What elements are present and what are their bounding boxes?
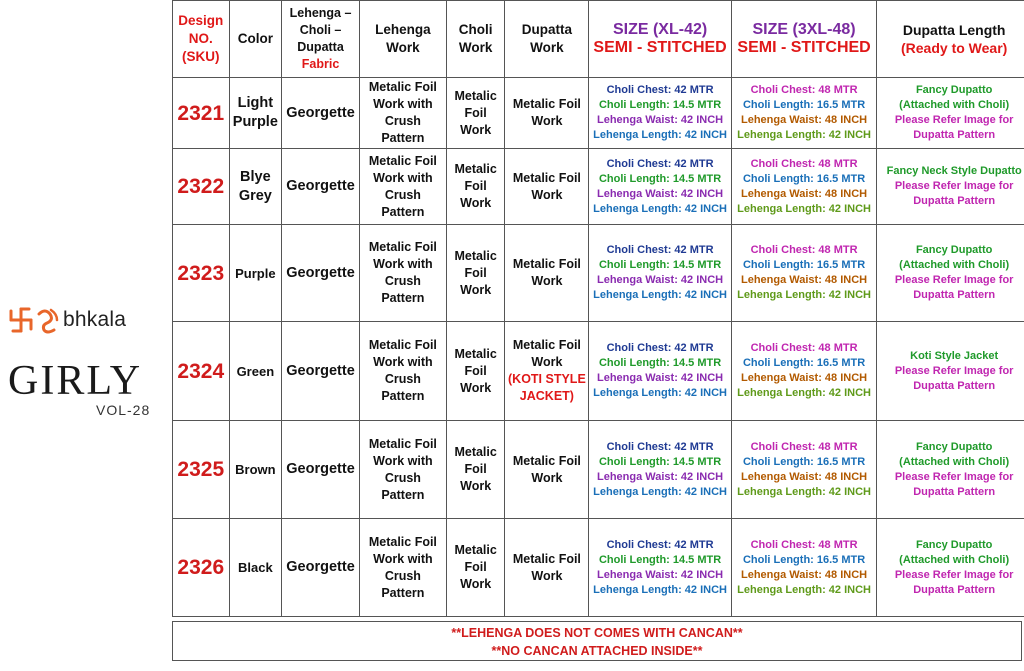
table-row xyxy=(173,78,1024,149)
size-3xl-line: Lehenga Waist: 48 INCH xyxy=(741,372,868,384)
choli-work-cell: Metalic Foil Work xyxy=(446,78,505,149)
size-xl-line: Choli Chest: 42 MTR xyxy=(606,244,714,256)
size-xl-line: Lehenga Length: 42 INCH xyxy=(593,129,727,141)
choli-work-cell: Metalic Foil Work xyxy=(446,149,505,225)
lehenga-work-cell: Metalic Foil Work with Crush Pattern xyxy=(359,322,446,421)
size-xl-line: Choli Length: 14.5 MTR xyxy=(598,172,722,185)
dupatta-length-cell xyxy=(877,149,1024,225)
size-xl-line: Lehenga Length: 42 INCH xyxy=(593,583,727,596)
dupatta-work-cell xyxy=(505,78,589,149)
lehenga-work-cell: Metalic Foil Work with Crush Pattern xyxy=(359,421,446,519)
table-row xyxy=(173,519,1024,617)
header-lehenga-work: Lehenga Work xyxy=(359,1,446,78)
fabric-cell: Georgette xyxy=(282,322,360,421)
dupatta-style: Fancy Dupatto xyxy=(915,440,993,453)
dupatta-style: Koti Style Jacket xyxy=(910,349,999,362)
size-xl-line: Choli Length: 14.5 MTR xyxy=(598,553,722,566)
size-3xl-line: Lehenga Length: 42 INCH xyxy=(737,387,871,399)
size-3xl-line: Lehenga Waist: 48 INCH xyxy=(741,187,868,200)
dupatta-attach-note: (Attached with Choli) xyxy=(899,259,1010,271)
dupatta-length-cell xyxy=(877,421,1024,519)
catalog-volume: VOL-28 xyxy=(96,402,151,418)
dupatta-style: Fancy Dupatto xyxy=(915,84,993,96)
size-3xl-line: Choli Chest: 48 MTR xyxy=(750,538,858,551)
dupatta-work-text: Metalic Foil Work xyxy=(512,97,581,128)
swastik-icon xyxy=(8,305,34,335)
size-xl-line: Lehenga Waist: 42 INCH xyxy=(597,187,724,200)
sku-cell: 2322 xyxy=(173,149,230,225)
size-xl-line: Lehenga Length: 42 INCH xyxy=(593,289,727,301)
catalog-title: GIRLY xyxy=(8,358,143,404)
dupatta-attach-note: (Attached with Choli) xyxy=(899,553,1010,566)
size-xl-line: Lehenga Waist: 42 INCH xyxy=(597,114,724,126)
size-3xl-line: Lehenga Length: 42 INCH xyxy=(737,583,871,596)
size-xl-line: Lehenga Waist: 42 INCH xyxy=(597,372,724,384)
header-size-xl: SIZE (XL-42) SEMI - STITCHED xyxy=(589,1,731,78)
size-3xl-cell xyxy=(731,322,877,421)
size-3xl-line: Lehenga Waist: 48 INCH xyxy=(741,274,868,286)
shubh-glyph-icon xyxy=(35,305,61,335)
header-size-3xl: SIZE (3XL-48) SEMI - STITCHED xyxy=(731,1,877,78)
dupatta-pattern-note: Please Refer Image for Dupatta Pattern xyxy=(894,180,1014,207)
size-xl-line: Lehenga Length: 42 INCH xyxy=(593,387,727,399)
dupatta-attach-note: (Attached with Choli) xyxy=(899,99,1010,111)
dupatta-work-cell xyxy=(505,421,589,519)
header-dupatta-length: Dupatta Length (Ready to Wear) xyxy=(877,1,1024,78)
size-3xl-line: Lehenga Length: 42 INCH xyxy=(737,485,871,498)
brand-panel xyxy=(0,0,170,671)
size-3xl-cell xyxy=(731,149,877,225)
color-cell: Purple xyxy=(229,225,282,322)
dupatta-attach-note: (Attached with Choli) xyxy=(899,455,1010,468)
color-cell: Black xyxy=(229,519,282,617)
dupatta-length-cell xyxy=(877,225,1024,322)
table-header-row xyxy=(173,1,1024,78)
size-3xl-line: Choli Chest: 48 MTR xyxy=(750,244,858,256)
sku-cell: 2321 xyxy=(173,78,230,149)
fabric-cell: Georgette xyxy=(282,78,360,149)
size-3xl-line: Lehenga Waist: 48 INCH xyxy=(741,568,868,581)
size-3xl-cell xyxy=(731,225,877,322)
size-xl-line: Choli Chest: 42 MTR xyxy=(606,157,714,170)
size-3xl-line: Choli Length: 16.5 MTR xyxy=(742,99,866,111)
dupatta-pattern-note: Please Refer Image for Dupatta Pattern xyxy=(894,274,1014,301)
color-cell: Brown xyxy=(229,421,282,519)
product-table xyxy=(172,0,1024,617)
sku-cell: 2325 xyxy=(173,421,230,519)
dupatta-pattern-note: Please Refer Image for Dupatta Pattern xyxy=(894,470,1014,498)
size-3xl-line: Lehenga Waist: 48 INCH xyxy=(741,470,868,483)
size-xl-line: Lehenga Waist: 42 INCH xyxy=(597,274,724,286)
size-3xl-line: Lehenga Length: 42 INCH xyxy=(737,202,871,215)
color-cell: Blye Grey xyxy=(229,149,282,225)
table-row xyxy=(173,225,1024,322)
size-xl-line: Choli Length: 14.5 MTR xyxy=(598,259,722,271)
cancan-note xyxy=(172,621,1022,661)
dupatta-style: Fancy Dupatto xyxy=(915,244,993,256)
dupatta-work-cell xyxy=(505,149,589,225)
size-3xl-line: Lehenga Waist: 48 INCH xyxy=(741,114,868,126)
size-3xl-line: Choli Length: 16.5 MTR xyxy=(742,259,866,271)
size-xl-cell xyxy=(589,149,731,225)
sku-cell: 2323 xyxy=(173,225,230,322)
size-xl-cell xyxy=(589,225,731,322)
table-row xyxy=(173,322,1024,421)
fabric-cell: Georgette xyxy=(282,149,360,225)
color-cell: Light Purple xyxy=(229,78,282,149)
dupatta-work-cell xyxy=(505,519,589,617)
dupatta-work-cell xyxy=(505,322,589,421)
brand-logo-text: bhkala xyxy=(63,308,127,331)
size-xl-line: Choli Length: 14.5 MTR xyxy=(598,357,722,369)
footer-line-1: **LEHENGA DOES NOT COMES WITH CANCAN** xyxy=(451,626,743,640)
header-choli-work: Choli Work xyxy=(446,1,505,78)
size-3xl-line: Choli Length: 16.5 MTR xyxy=(742,553,866,566)
fabric-cell: Georgette xyxy=(282,421,360,519)
choli-work-cell: Metalic Foil Work xyxy=(446,322,505,421)
size-3xl-line: Choli Length: 16.5 MTR xyxy=(742,357,866,369)
header-fabric: Lehenga – Choli – Dupatta Fabric xyxy=(282,1,360,78)
size-3xl-line: Choli Chest: 48 MTR xyxy=(750,84,858,96)
size-xl-line: Lehenga Waist: 42 INCH xyxy=(597,470,724,483)
size-xl-line: Choli Length: 14.5 MTR xyxy=(598,455,722,468)
lehenga-work-cell: Metalic Foil Work with Crush Pattern xyxy=(359,149,446,225)
size-3xl-line: Choli Length: 16.5 MTR xyxy=(742,172,866,185)
sku-cell: 2324 xyxy=(173,322,230,421)
fabric-cell: Georgette xyxy=(282,225,360,322)
dupatta-work-text: Metalic Foil Work xyxy=(512,338,581,369)
size-xl-cell xyxy=(589,519,731,617)
size-xl-cell xyxy=(589,78,731,149)
size-3xl-cell xyxy=(731,421,877,519)
size-3xl-line: Choli Chest: 48 MTR xyxy=(750,157,858,170)
dupatta-style: Fancy Dupatto xyxy=(915,538,993,551)
dupatta-length-cell xyxy=(877,78,1024,149)
size-xl-line: Choli Chest: 42 MTR xyxy=(606,440,714,453)
dupatta-work-text: Metalic Foil Work xyxy=(512,257,581,288)
header-color: Color xyxy=(229,1,282,78)
lehenga-work-cell: Metalic Foil Work with Crush Pattern xyxy=(359,78,446,149)
lehenga-work-cell: Metalic Foil Work with Crush Pattern xyxy=(359,519,446,617)
dupatta-work-text: Metalic Foil Work xyxy=(512,551,581,583)
choli-work-cell: Metalic Foil Work xyxy=(446,225,505,322)
size-3xl-line: Lehenga Length: 42 INCH xyxy=(737,129,871,141)
header-design-no: Design NO. (SKU) xyxy=(173,1,230,78)
brand-logo xyxy=(8,300,168,340)
size-xl-cell xyxy=(589,421,731,519)
dupatta-work-text: Metalic Foil Work xyxy=(512,453,581,485)
size-3xl-line: Choli Chest: 48 MTR xyxy=(750,440,858,453)
footer-line-2: **NO CANCAN ATTACHED INSIDE** xyxy=(491,644,703,658)
size-3xl-cell xyxy=(731,519,877,617)
size-xl-line: Lehenga Length: 42 INCH xyxy=(593,485,727,498)
dupatta-length-cell xyxy=(877,519,1024,617)
size-3xl-line: Choli Length: 16.5 MTR xyxy=(742,455,866,468)
fabric-cell: Georgette xyxy=(282,519,360,617)
size-xl-line: Choli Chest: 42 MTR xyxy=(606,342,714,354)
table-row xyxy=(173,149,1024,225)
table-row xyxy=(173,421,1024,519)
size-3xl-line: Lehenga Length: 42 INCH xyxy=(737,289,871,301)
header-dupatta-work: Dupatta Work xyxy=(505,1,589,78)
dupatta-length-cell xyxy=(877,322,1024,421)
dupatta-pattern-note: Please Refer Image for Dupatta Pattern xyxy=(894,364,1014,392)
dupatta-work-text: Metalic Foil Work xyxy=(512,170,581,202)
size-3xl-cell xyxy=(731,78,877,149)
size-xl-line: Lehenga Waist: 42 INCH xyxy=(597,568,724,581)
color-cell: Green xyxy=(229,322,282,421)
dupatta-pattern-note: Please Refer Image for Dupatta Pattern xyxy=(894,114,1014,141)
size-xl-line: Choli Chest: 42 MTR xyxy=(606,84,714,96)
dupatta-style: Fancy Neck Style Dupatto xyxy=(886,165,1022,177)
lehenga-work-cell: Metalic Foil Work with Crush Pattern xyxy=(359,225,446,322)
choli-work-cell: Metalic Foil Work xyxy=(446,421,505,519)
sku-cell: 2326 xyxy=(173,519,230,617)
size-xl-line: Choli Length: 14.5 MTR xyxy=(598,99,722,111)
dupatta-pattern-note: Please Refer Image for Dupatta Pattern xyxy=(894,568,1014,596)
size-xl-cell xyxy=(589,322,731,421)
size-xl-line: Choli Chest: 42 MTR xyxy=(606,538,714,551)
size-3xl-line: Choli Chest: 48 MTR xyxy=(750,342,858,354)
choli-work-cell: Metalic Foil Work xyxy=(446,519,505,617)
dupatta-work-cell xyxy=(505,225,589,322)
dupatta-work-note: (KOTI STYLE JACKET) xyxy=(508,372,586,403)
size-xl-line: Lehenga Length: 42 INCH xyxy=(593,202,727,215)
